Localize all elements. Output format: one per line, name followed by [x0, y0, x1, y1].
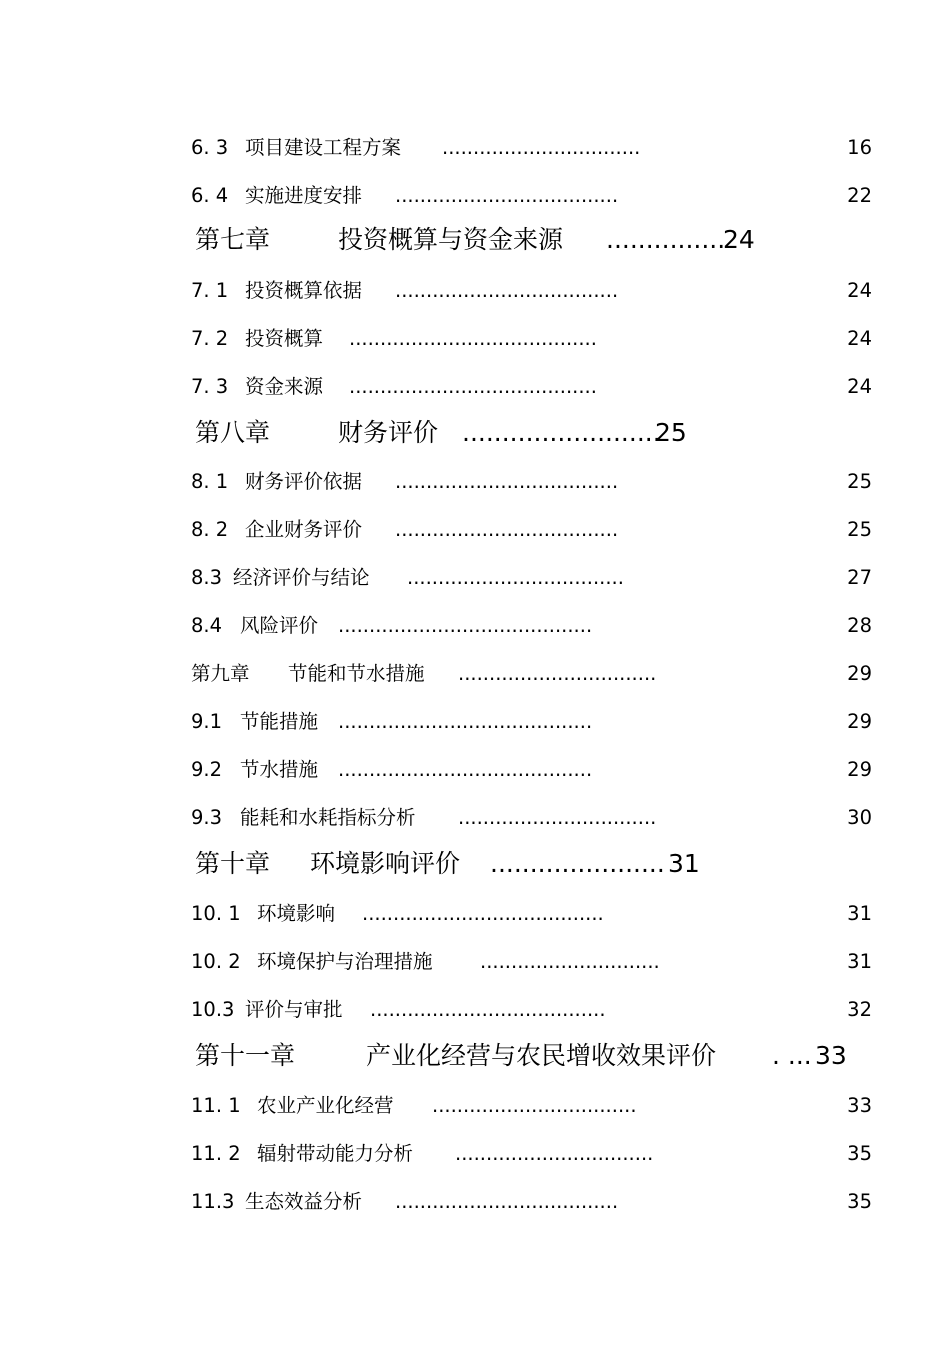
page-number: 31	[668, 849, 700, 878]
section-number: 7. 1	[191, 279, 229, 302]
toc-entry	[0, 324, 950, 354]
section-number: 10.3	[191, 998, 235, 1021]
page-number: 16	[847, 136, 872, 159]
leader-dots: .........................................	[338, 710, 593, 733]
chapter-number: 第八章	[195, 418, 271, 447]
leader-dots: . ...	[772, 1041, 812, 1070]
chapter-title: 环境影响评价	[310, 849, 461, 878]
page-number: 35	[847, 1190, 872, 1213]
chapter-number: 第九章	[191, 662, 250, 685]
chapter-title: 节能和节水措施	[288, 662, 425, 685]
toc-entry	[0, 707, 950, 737]
section-title: 实施进度安排	[245, 184, 363, 207]
section-title: 生态效益分析	[245, 1190, 363, 1213]
page-number: 29	[847, 758, 872, 781]
page-number: 27	[847, 566, 872, 589]
toc-entry	[0, 467, 950, 497]
chapter-number: 第十章	[195, 849, 271, 878]
section-number: 11. 2	[191, 1142, 241, 1165]
toc-entry	[0, 181, 950, 211]
toc-chapter	[0, 849, 950, 879]
page-number: 29	[847, 662, 872, 685]
leader-dots: ...............	[606, 225, 726, 254]
chapter-title: 投资概算与资金来源	[338, 225, 564, 254]
chapter-title: 产业化经营与农民增收效果评价	[366, 1041, 717, 1070]
page-number: 31	[847, 902, 872, 925]
toc-entry	[0, 995, 950, 1025]
section-title: 投资概算	[245, 327, 324, 350]
page-number: 33	[847, 1094, 872, 1117]
section-title: 环境影响	[257, 902, 336, 925]
section-title: 环境保护与治理措施	[257, 950, 433, 973]
section-number: 9.3	[191, 806, 223, 829]
toc-chapter	[0, 418, 950, 448]
toc-entry	[0, 133, 950, 163]
section-number: 10. 2	[191, 950, 241, 973]
page-number: 30	[847, 806, 872, 829]
chapter-title: 财务评价	[338, 418, 439, 447]
toc-entry	[0, 1187, 950, 1217]
leader-dots: ................................	[458, 806, 657, 829]
leader-dots: ....................................	[395, 184, 619, 207]
section-title: 项目建设工程方案	[245, 136, 402, 159]
section-title: 评价与审批	[245, 998, 343, 1021]
section-number: 7. 2	[191, 327, 229, 350]
page-number: 33	[815, 1041, 847, 1070]
page-number: 35	[847, 1142, 872, 1165]
leader-dots: .................................	[432, 1094, 637, 1117]
leader-dots: ........................................	[349, 327, 597, 350]
toc-entry	[0, 563, 950, 593]
chapter-number: 第七章	[195, 225, 271, 254]
page-number: 24	[847, 279, 872, 302]
toc-entry	[0, 1139, 950, 1169]
toc-entry	[0, 899, 950, 929]
page-number: 22	[847, 184, 872, 207]
section-number: 8.4	[191, 614, 223, 637]
page-number: 24	[847, 327, 872, 350]
page-number: 25	[655, 418, 687, 447]
toc-entry	[0, 276, 950, 306]
leader-dots: ........................................	[349, 375, 597, 398]
leader-dots: .........................................	[338, 614, 593, 637]
leader-dots: ...................................	[407, 566, 624, 589]
section-number: 8.3	[191, 566, 223, 589]
page-number: 32	[847, 998, 872, 1021]
section-title: 辐射带动能力分析	[257, 1142, 414, 1165]
leader-dots: .......................................	[362, 902, 604, 925]
section-number: 6. 3	[191, 136, 229, 159]
leader-dots: .............................	[480, 950, 660, 973]
section-title: 节水措施	[240, 758, 319, 781]
chapter-number: 第十一章	[195, 1041, 296, 1070]
leader-dots: .........................	[462, 418, 661, 447]
section-title: 企业财务评价	[245, 518, 363, 541]
toc-entry	[0, 659, 950, 689]
section-title: 能耗和水耗指标分析	[240, 806, 416, 829]
section-title: 风险评价	[240, 614, 319, 637]
section-number: 9.2	[191, 758, 223, 781]
leader-dots: ....................................	[395, 518, 619, 541]
section-number: 6. 4	[191, 184, 229, 207]
leader-dots: ................................	[455, 1142, 654, 1165]
leader-dots: ................................	[458, 662, 657, 685]
section-number: 7. 3	[191, 375, 229, 398]
page-number: 28	[847, 614, 872, 637]
toc-entry	[0, 1091, 950, 1121]
toc-chapter	[0, 225, 950, 255]
page-number: 25	[847, 518, 872, 541]
section-title: 财务评价依据	[245, 470, 363, 493]
section-title: 资金来源	[245, 375, 324, 398]
section-title: 节能措施	[240, 710, 319, 733]
toc-chapter	[0, 1041, 950, 1071]
section-number: 8. 2	[191, 518, 229, 541]
leader-dots: ....................................	[395, 279, 619, 302]
section-number: 9.1	[191, 710, 223, 733]
leader-dots: ................................	[442, 136, 641, 159]
toc-entry	[0, 372, 950, 402]
section-number: 8. 1	[191, 470, 229, 493]
section-title: 农业产业化经营	[257, 1094, 394, 1117]
leader-dots: ......................	[490, 849, 665, 878]
toc-entry	[0, 515, 950, 545]
leader-dots: ....................................	[395, 1190, 619, 1213]
page-number: 24	[847, 375, 872, 398]
leader-dots: .........................................	[338, 758, 593, 781]
toc-entry	[0, 611, 950, 641]
page-number: 31	[847, 950, 872, 973]
section-title: 投资概算依据	[245, 279, 363, 302]
section-number: 11. 1	[191, 1094, 241, 1117]
toc-entry	[0, 755, 950, 785]
leader-dots: ......................................	[370, 998, 606, 1021]
page-number: 24	[723, 225, 755, 254]
page-number: 25	[847, 470, 872, 493]
leader-dots: ....................................	[395, 470, 619, 493]
page-number: 29	[847, 710, 872, 733]
section-number: 10. 1	[191, 902, 241, 925]
toc-entry	[0, 803, 950, 833]
section-number: 11.3	[191, 1190, 235, 1213]
toc-entry	[0, 947, 950, 977]
section-title: 经济评价与结论	[233, 566, 370, 589]
